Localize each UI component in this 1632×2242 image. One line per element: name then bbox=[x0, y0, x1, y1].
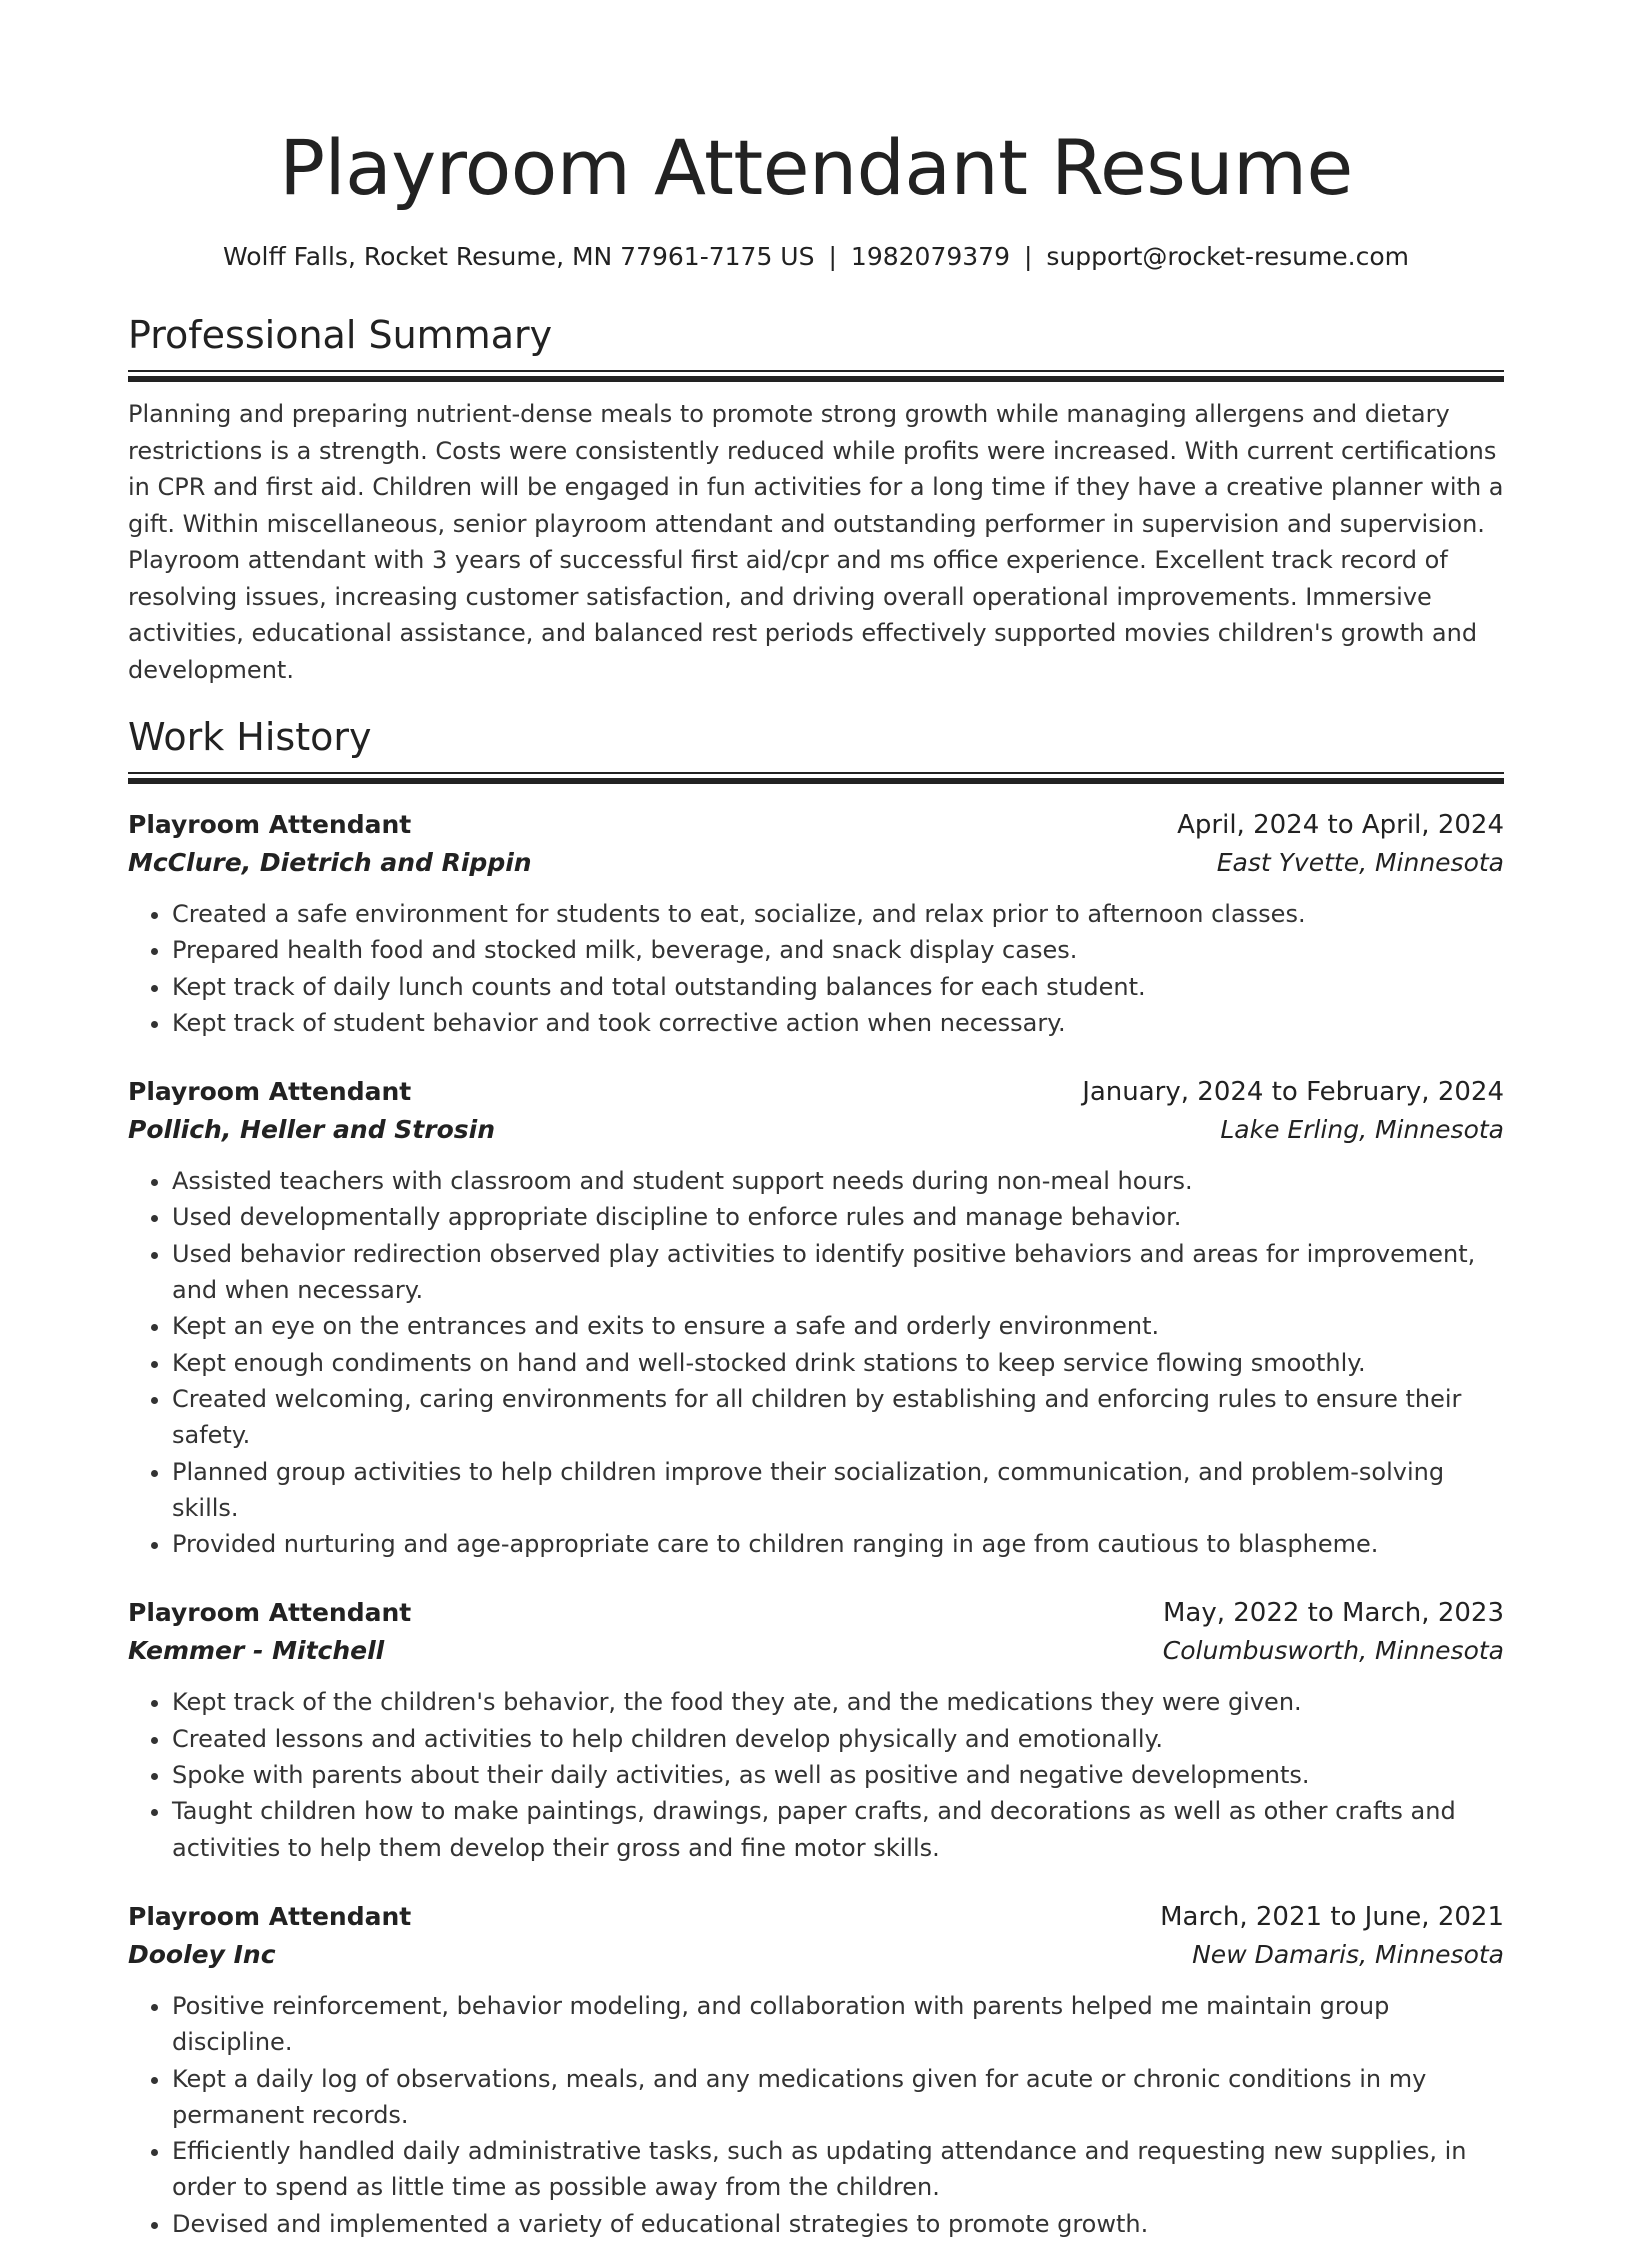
job-bullets bbox=[128, 1163, 1504, 1562]
job-dates: January, 2024 to February, 2024 bbox=[1082, 1077, 1504, 1108]
resume-title: Playroom Attendant Resume bbox=[279, 123, 1353, 212]
summary-heading: Professional Summary bbox=[128, 313, 553, 357]
job-dates: April, 2024 to April, 2024 bbox=[1177, 810, 1504, 840]
job-bullet: • Kept a daily log of observations, meals, and any medications given for acute or chronic conditions in my permanent records. bbox=[172, 2061, 1504, 2134]
job-bullet: • Used behavior redirection observed play activities to identify positive behaviors and areas for improvement, and when necessary. bbox=[172, 1236, 1504, 1309]
job-bullet: • Created lessons and activities to help children develop physically and emotionally. bbox=[172, 1721, 1504, 1757]
work-history-heading: Work History bbox=[128, 715, 372, 759]
section-divider bbox=[128, 370, 1504, 382]
contact-email: support@rocket-resume.com bbox=[1046, 242, 1410, 271]
resume-page bbox=[128, 0, 1504, 2238]
job-location: East Yvette, Minnesota bbox=[1216, 848, 1504, 877]
job-entry bbox=[128, 1073, 1504, 1562]
job-dates: May, 2022 to March, 2023 bbox=[1162, 1598, 1504, 1629]
job-bullet: • Assisted teachers with classroom and student support needs during non-meal hours. bbox=[172, 1163, 1504, 1199]
section-divider bbox=[128, 772, 1504, 784]
job-bullets bbox=[128, 896, 1504, 1041]
contact-line bbox=[128, 240, 1504, 274]
job-entry bbox=[128, 1898, 1504, 2242]
job-company: Kemmer - Mitchell bbox=[128, 1636, 385, 1666]
job-bullet: • Prepared health food and stocked milk, beverage, and snack display cases. bbox=[172, 932, 1504, 968]
job-bullet: • Devised and implemented a variety of educational strategies to promote growth. bbox=[172, 2206, 1504, 2242]
job-bullet: • Efficiently handled daily administrative tasks, such as updating attendance and requesting new supplies, in order to spend as little time as possible away from the children. bbox=[172, 2133, 1504, 2206]
job-dates: March, 2021 to June, 2021 bbox=[1160, 1901, 1504, 1932]
job-bullet: • Kept track of student behavior and took corrective action when necessary. bbox=[172, 1005, 1504, 1041]
contact-phone: 1982079379 bbox=[850, 242, 1010, 271]
contact-separator: | bbox=[1023, 242, 1033, 271]
job-location: New Damaris, Minnesota bbox=[1192, 1939, 1504, 1969]
job-bullet: • Planned group activities to help children improve their socialization, communication, and problem-solving skills. bbox=[172, 1454, 1504, 1527]
job-bullet: • Used developmentally appropriate discipline to enforce rules and manage behavior. bbox=[172, 1199, 1504, 1235]
job-bullets bbox=[128, 1684, 1504, 1865]
contact-address: Wolff Falls, Rocket Resume, MN 77961-7175 US bbox=[222, 242, 815, 271]
job-title: Playroom Attendant bbox=[128, 1901, 412, 1931]
job-entry bbox=[128, 806, 1504, 1041]
summary-text: Planning and preparing nutrient-dense meals to promote strong growth while managing allergens and dietary restrictions is a strength. Costs were consistently reduced while profits were increased. With current certifications in CPR and first aid. Children will be engaged in fun activities for a long time if they have a creative planner with a gift. Within miscellaneous, senior playroom attendant and outstanding performer in supervision and supervision. Playroom attendant with 3 years of successful first aid/cpr and ms office experience. Excellent track record of resolving issues, increasing customer satisfaction, and driving overall operational improvements. Immersive activities, educational assistance, and balanced rest periods effectively supported movies children's growth and development. bbox=[128, 400, 1504, 684]
work-history-section bbox=[128, 712, 1504, 2242]
job-entry bbox=[128, 1594, 1504, 1865]
job-location: Columbusworth, Minnesota bbox=[1162, 1636, 1504, 1666]
job-bullet: • Kept track of the children's behavior, the food they ate, and the medications they were given. bbox=[172, 1684, 1504, 1720]
job-bullets bbox=[128, 1988, 1504, 2242]
job-company: McClure, Dietrich and Rippin bbox=[128, 848, 532, 877]
job-bullet: • Taught children how to make paintings, drawings, paper crafts, and decorations as well as other crafts and activities to help them develop their gross and fine motor skills. bbox=[172, 1793, 1504, 1866]
job-bullet: • Provided nurturing and age-appropriate care to children ranging in age from cautious to blaspheme. bbox=[172, 1526, 1504, 1562]
job-bullet: • Kept track of daily lunch counts and total outstanding balances for each student. bbox=[172, 969, 1504, 1005]
contact-separator: | bbox=[828, 242, 837, 271]
job-bullet: • Spoke with parents about their daily activities, as well as positive and negative developments. bbox=[172, 1757, 1504, 1793]
job-title: Playroom Attendant bbox=[128, 1598, 412, 1628]
job-bullet: • Positive reinforcement, behavior modeling, and collaboration with parents helped me maintain group discipline. bbox=[172, 1988, 1504, 2061]
job-title: Playroom Attendant bbox=[128, 810, 412, 839]
job-company: Dooley Inc bbox=[128, 1939, 276, 1969]
job-location: Lake Erling, Minnesota bbox=[1220, 1115, 1504, 1145]
summary-section bbox=[128, 310, 1504, 688]
job-title: Playroom Attendant bbox=[128, 1077, 412, 1107]
job-bullet: • Created welcoming, caring environments for all children by establishing and enforcing rules to ensure their safety. bbox=[172, 1381, 1504, 1454]
job-bullet: • Kept an eye on the entrances and exits to ensure a safe and orderly environment. bbox=[172, 1308, 1504, 1344]
job-company: Pollich, Heller and Strosin bbox=[128, 1115, 496, 1145]
job-bullet: • Created a safe environment for students to eat, socialize, and relax prior to afternoon classes. bbox=[172, 896, 1504, 932]
job-bullet: • Kept enough condiments on hand and well-stocked drink stations to keep service flowing smoothly. bbox=[172, 1345, 1504, 1381]
